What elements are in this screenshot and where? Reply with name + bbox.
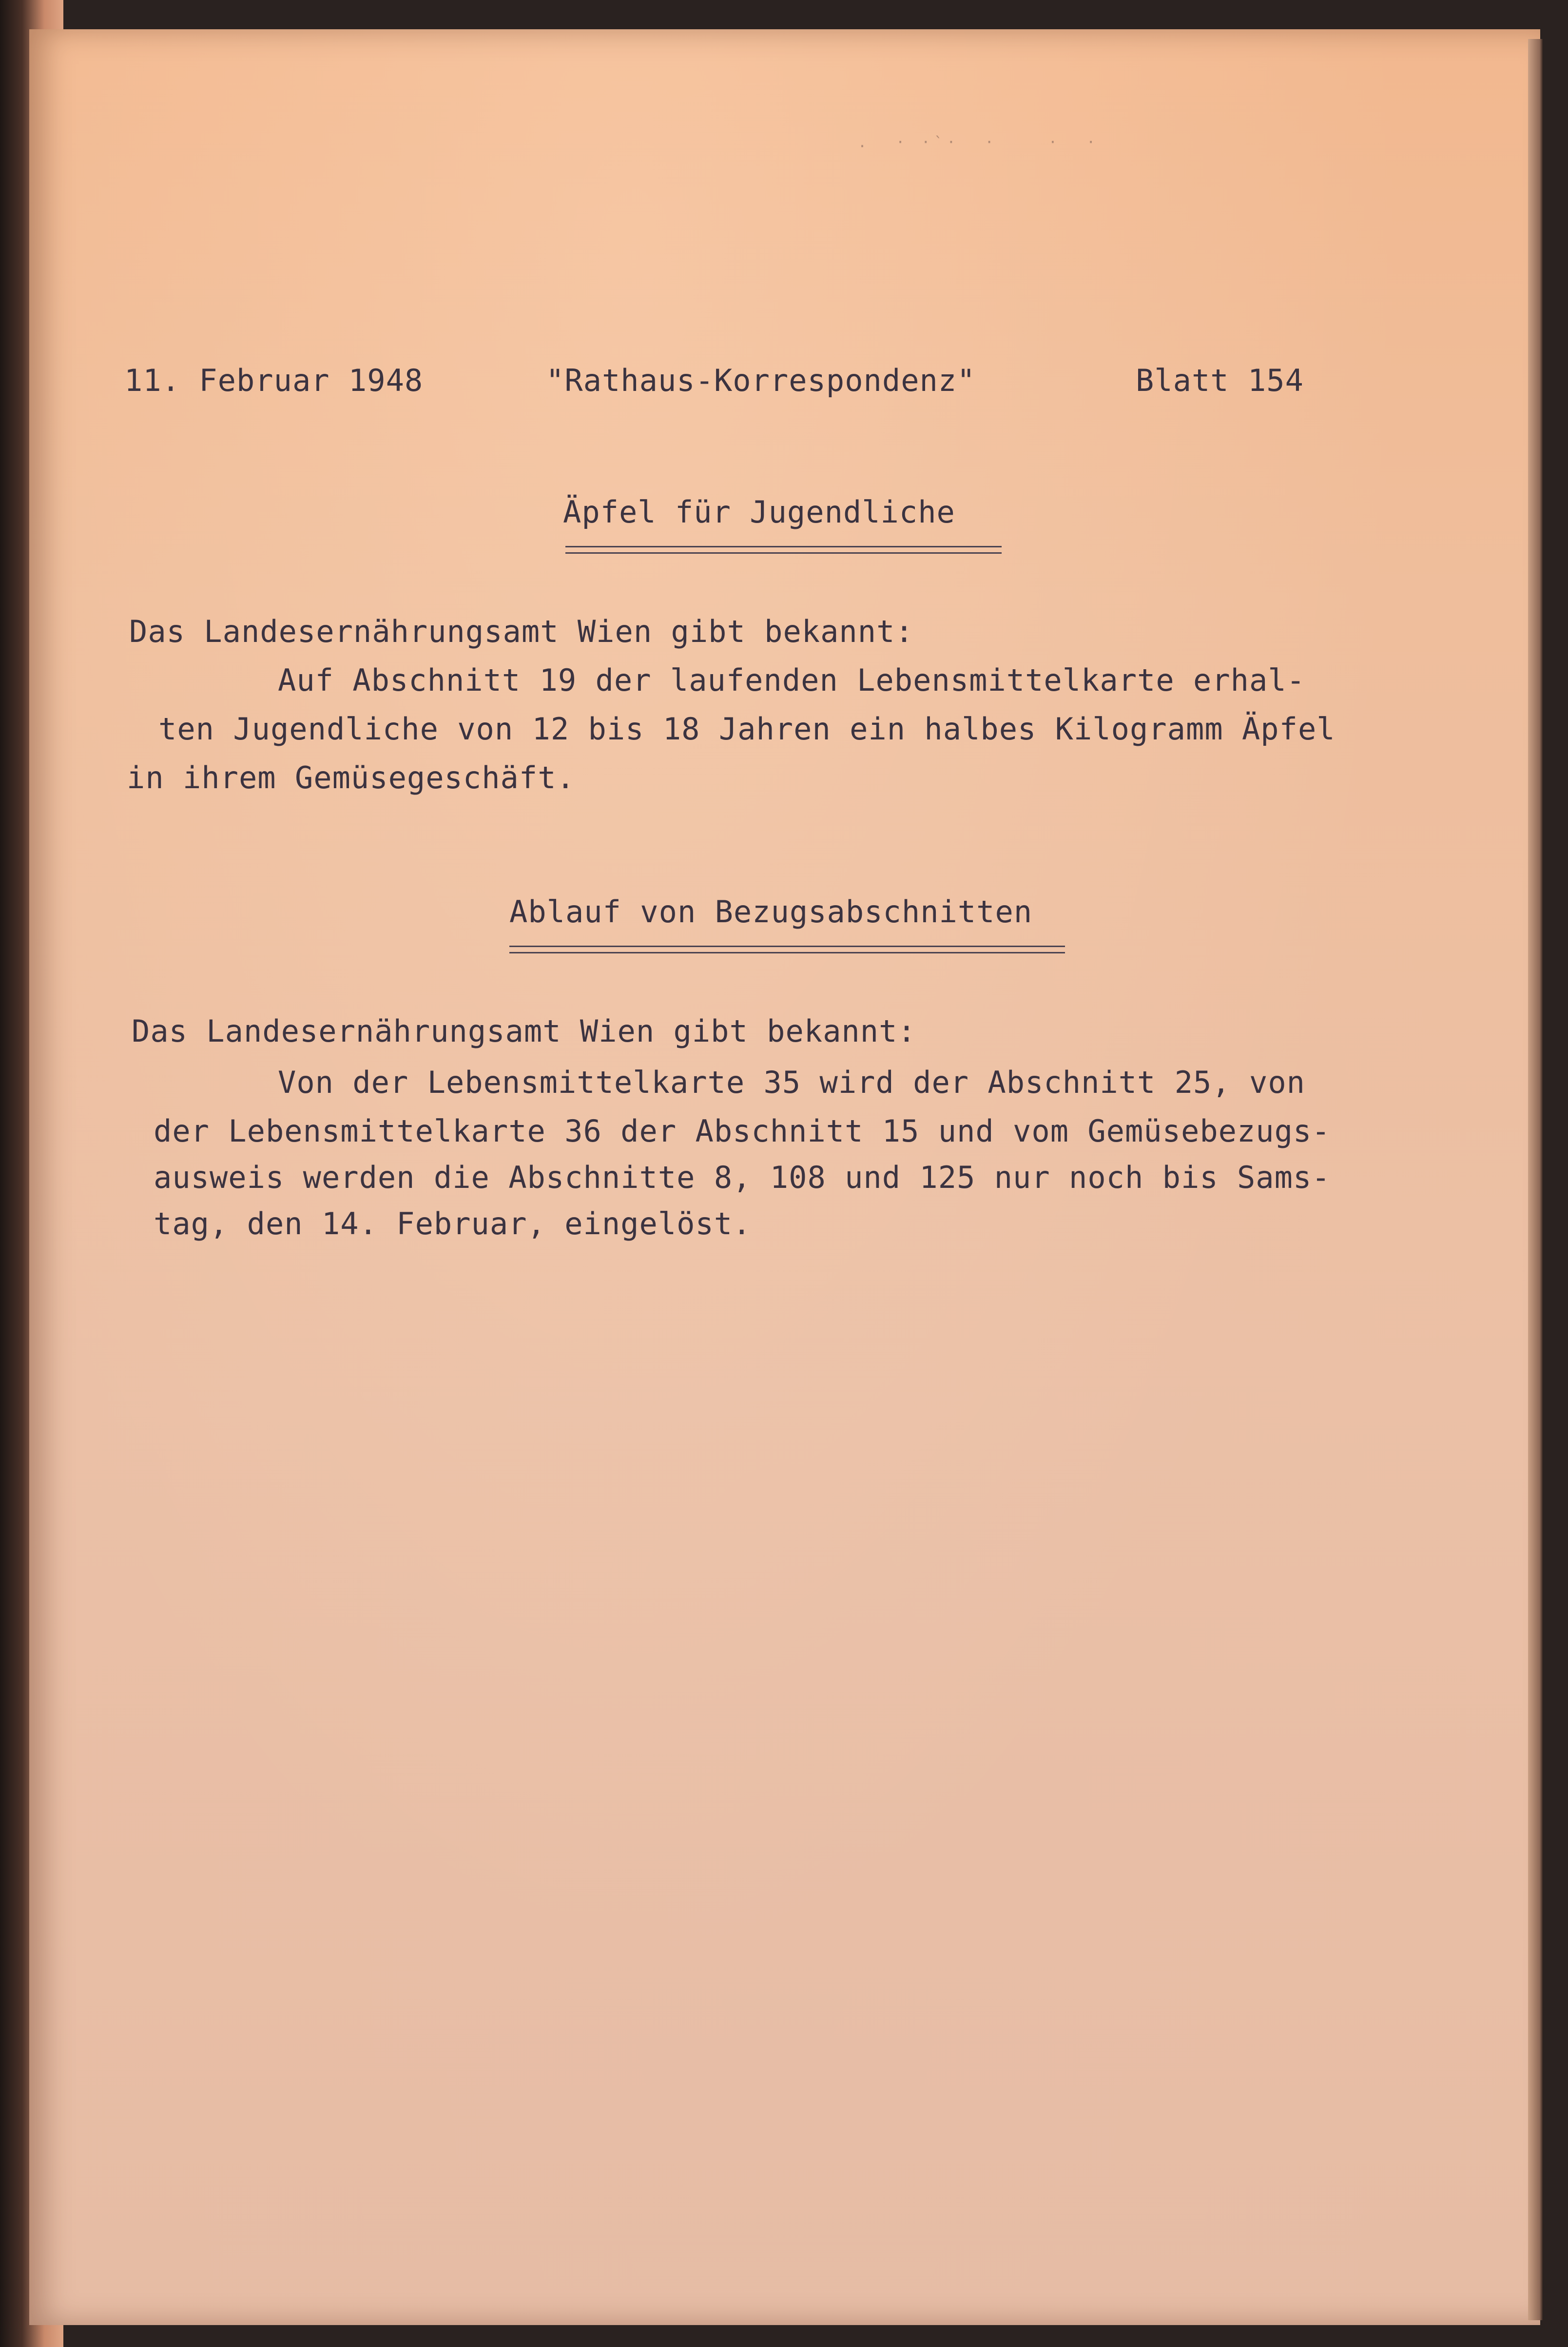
article-2-line-4: tag, den 14. Februar, eingelöst. [154,1206,752,1241]
article-1-intro: Das Landesernährungsamt Wien gibt bekannt: [129,614,914,649]
page-edge [1528,39,1543,2320]
article-2-heading-underline [509,946,1065,953]
document-page [29,29,1540,2325]
article-2-heading: Ablauf von Bezugsabschnitten [509,894,1033,930]
article-2-line-3: ausweis werden die Abschnitte 8, 108 und 125 nur noch bis Sams- [154,1160,1331,1195]
article-2-intro: Das Landesernährungsamt Wien gibt bekannt: [132,1013,916,1049]
article-1-heading-underline [565,546,1002,554]
paper-specks: . · ·`· · · · [858,134,1100,151]
article-2-line-2: der Lebensmittelkarte 36 der Abschnitt 15 und vom Gemüsebezugs- [154,1113,1331,1149]
article-1-line-1: Auf Abschnitt 19 der laufenden Lebensmittelkarte erhal- [278,662,1305,698]
article-2-line-1: Von der Lebensmittelkarte 35 wird der Abschnitt 25, von [278,1065,1305,1100]
article-1-line-3: in ihrem Gemüsegeschäft. [127,760,575,795]
header-publication: "Rathaus-Korrespondenz" [546,363,976,398]
header-sheet-number: Blatt 154 [1136,363,1304,398]
header-date: 11. Februar 1948 [124,363,424,398]
article-1-heading: Äpfel für Jugendliche [563,494,955,530]
article-1-line-2: ten Jugendliche von 12 bis 18 Jahren ein halbes Kilogramm Äpfel [158,711,1336,747]
